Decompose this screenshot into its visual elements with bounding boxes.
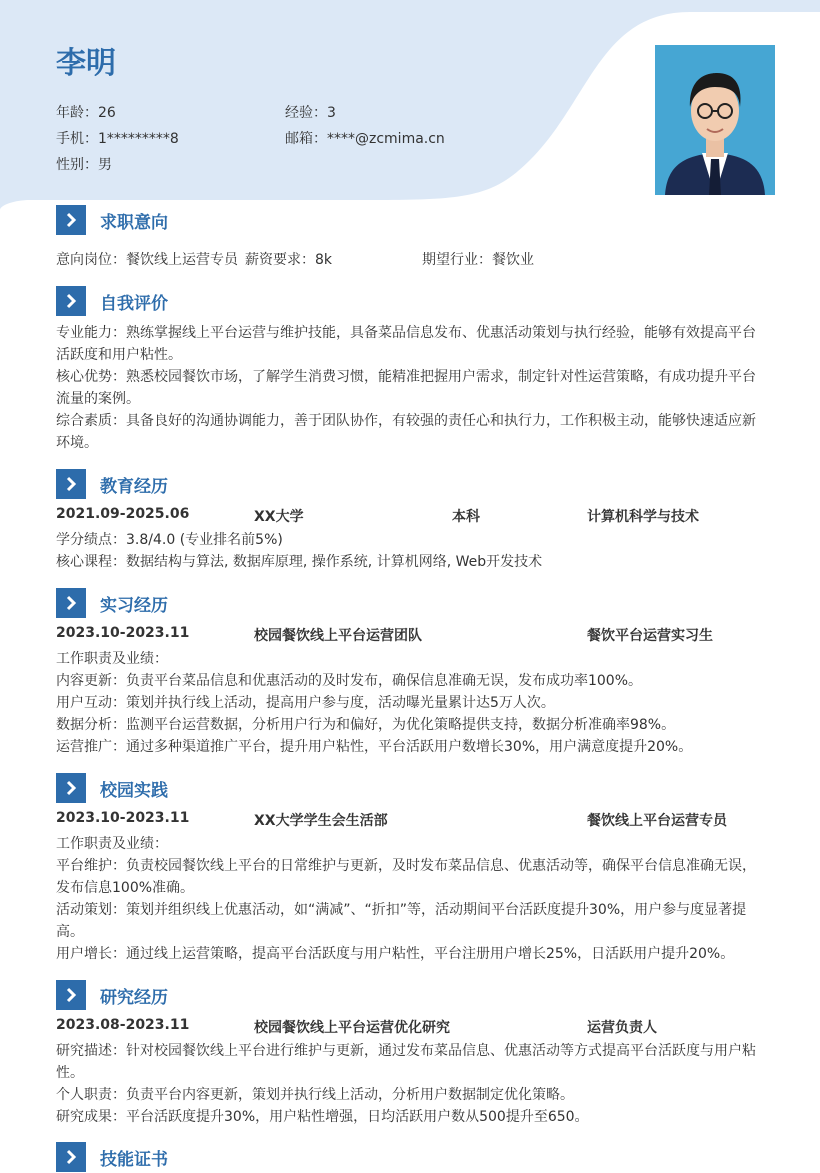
internship-row [56, 625, 768, 647]
section-title-skills: 技能证书 [100, 1149, 168, 1170]
education-courses: 核心课程：数据结构与算法, 数据库原理, 操作系统, 计算机网络, Web开发技术 [56, 554, 543, 570]
chevron-right-icon [56, 286, 86, 316]
research-project: 校园餐饮线上平台运营优化研究 [254, 1020, 450, 1036]
section-title-intention: 求职意向 [100, 212, 168, 233]
email-field: 邮箱：****@zcmima.cn [285, 131, 445, 147]
research-item: 研究描述：针对校园餐饮线上平台进行维护与更新，通过发布菜品信息、优惠活动等方式提高平台活跃度与用户粘性。 [56, 1043, 756, 1081]
self-evaluation-item: 核心优势：熟悉校园餐饮市场，了解学生消费习惯，能精准把握用户需求，制定针对性运营策略，有成功提升平台流量的案例。 [56, 369, 756, 407]
candidate-name: 李明 [56, 46, 116, 81]
research-row [56, 1017, 768, 1039]
campus-date: 2023.10-2023.11 [56, 810, 190, 826]
desired-industry: 期望行业：餐饮业 [422, 252, 534, 268]
section-header-intention [56, 204, 168, 236]
campus-intro: 工作职责及业绩： [56, 836, 168, 852]
section-header-education [56, 468, 168, 500]
chevron-right-icon [56, 205, 86, 235]
research-item: 研究成果：平台活跃度提升30%，用户粘性增强，日均活跃用户数从500提升至650。 [56, 1109, 589, 1125]
desired-position: 意向岗位：餐饮线上运营专员 [56, 252, 238, 268]
profile-photo [655, 45, 775, 195]
education-date: 2021.09-2025.06 [56, 506, 190, 522]
section-header-research [56, 979, 168, 1011]
chevron-right-icon [56, 773, 86, 803]
experience-field: 经验：3 [285, 105, 336, 121]
campus-org: XX大学学生会生活部 [254, 813, 388, 829]
campus-role: 餐饮线上平台运营专员 [587, 813, 727, 829]
education-school: XX大学 [254, 509, 304, 525]
internship-item: 运营推广：通过多种渠道推广平台，提升用户粘性，平台活跃用户数增长30%，用户满意度提升20%。 [56, 739, 693, 755]
section-title-self-evaluation: 自我评价 [100, 293, 168, 314]
internship-role: 餐饮平台运营实习生 [587, 628, 713, 644]
campus-item: 活动策划：策划并组织线上优惠活动，如“满减”、“折扣”等，活动期间平台活跃度提升30%，用户参与度显著提高。 [56, 902, 747, 940]
research-role: 运营负责人 [587, 1020, 657, 1036]
phone-field: 手机：1*********8 [56, 131, 179, 147]
chevron-right-icon [56, 588, 86, 618]
chevron-right-icon [56, 1142, 86, 1172]
self-evaluation-item: 综合素质：具备良好的沟通协调能力，善于团队协作，有较强的责任心和执行力，工作积极主动，能够快速适应新环境。 [56, 413, 756, 451]
section-header-campus [56, 772, 168, 804]
section-title-internship: 实习经历 [100, 595, 168, 616]
section-title-education: 教育经历 [100, 476, 168, 497]
research-date: 2023.08-2023.11 [56, 1017, 190, 1033]
campus-item: 用户增长：通过线上运营策略，提高平台活跃度与用户粘性，平台注册用户增长25%，日活跃用户提升20%。 [56, 946, 735, 962]
education-gpa: 学分绩点：3.8/4.0 (专业排名前5%) [56, 532, 283, 548]
internship-date: 2023.10-2023.11 [56, 625, 190, 641]
section-title-campus: 校园实践 [100, 780, 168, 801]
section-title-research: 研究经历 [100, 987, 168, 1008]
internship-item: 用户互动：策划并执行线上活动，提高用户参与度，活动曝光量累计达5万人次。 [56, 695, 555, 711]
section-header-skills [56, 1141, 168, 1173]
salary-expectation: 薪资要求：8k [245, 252, 333, 268]
education-row [56, 506, 768, 528]
section-header-internship [56, 587, 168, 619]
self-evaluation-item: 专业能力：熟练掌握线上平台运营与维护技能，具备菜品信息发布、优惠活动策划与执行经验，能够有效提高平台活跃度和用户粘性。 [56, 325, 756, 363]
research-item: 个人职责：负责平台内容更新，策划并执行线上活动，分析用户数据制定优化策略。 [56, 1087, 574, 1103]
age-field: 年龄：26 [56, 105, 116, 121]
internship-intro: 工作职责及业绩： [56, 651, 168, 667]
education-major: 计算机科学与技术 [587, 509, 699, 525]
chevron-right-icon [56, 980, 86, 1010]
education-degree: 本科 [452, 509, 480, 525]
campus-item: 平台维护：负责校园餐饮线上平台的日常维护与更新，及时发布菜品信息、优惠活动等，确保平台信息准确无误，发布信息100%准确。 [56, 858, 756, 896]
campus-row [56, 810, 768, 832]
gender-field: 性别：男 [56, 157, 112, 173]
chevron-right-icon [56, 469, 86, 499]
section-header-self-evaluation [56, 285, 168, 317]
internship-org: 校园餐饮线上平台运营团队 [254, 628, 422, 644]
internship-item: 数据分析：监测平台运营数据，分析用户行为和偏好，为优化策略提供支持，数据分析准确率98%。 [56, 717, 676, 733]
internship-item: 内容更新：负责平台菜品信息和优惠活动的及时发布，确保信息准确无误，发布成功率100%。 [56, 673, 643, 689]
